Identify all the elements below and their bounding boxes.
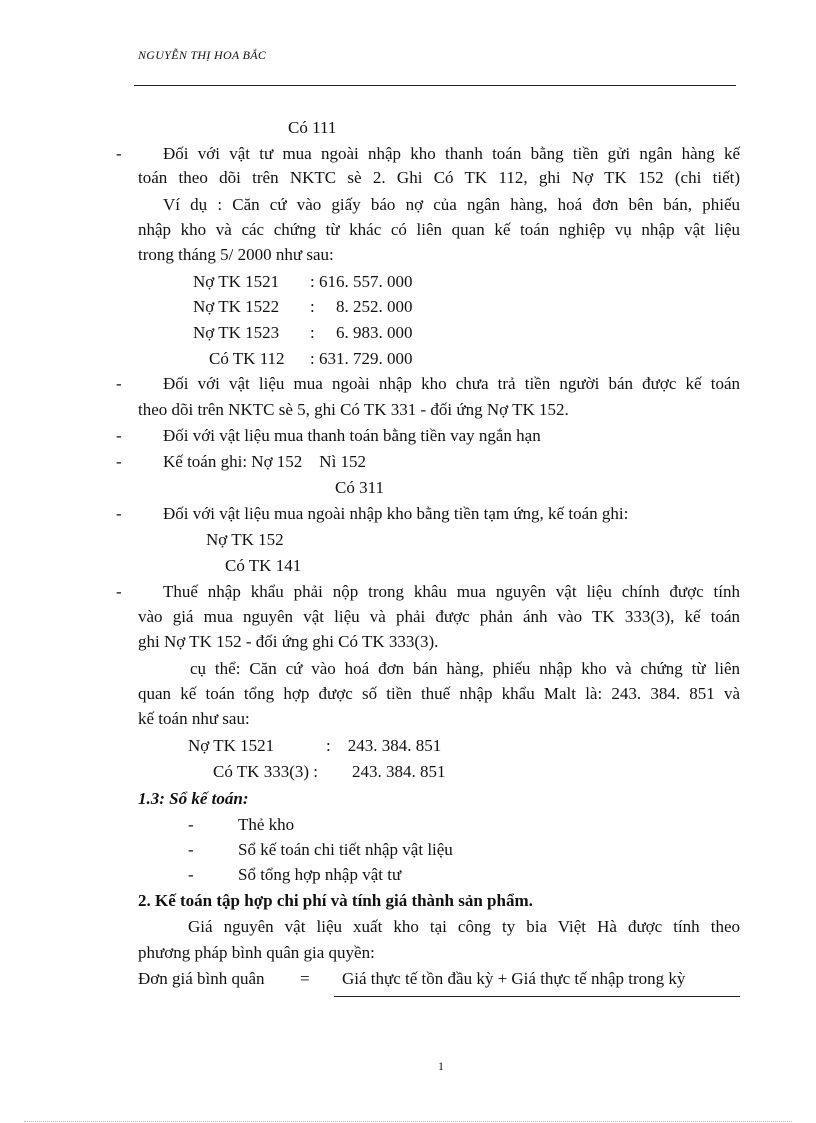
entry-value: : 8. 252. 000 [310,297,413,316]
entry-account: Nợ TK 1523 [193,323,280,342]
section-heading: 2. Kế toán tập hợp chi phí và tính giá thành sản phẩm. [138,891,533,910]
text-line: Đối với vật tư mua ngoài nhập kho thanh toán bằng tiền gửi ngân hàng kế [163,144,740,163]
entry-value: : 243. 384. 851 [326,736,442,755]
page-number: 1 [438,1059,444,1073]
entry-account: Có TK 112 [209,349,285,368]
text-line: Thuế nhập khẩu phải nộp trong khâu mua nguyên vật liệu chính được tính [163,582,740,601]
list-dash: - [188,815,194,834]
list-item: Sổ tổng hợp nhập vật tư [238,865,402,884]
entry-account: Nợ TK 1521 [193,272,280,291]
text-line: Có TK 141 [225,556,302,575]
entry-value: 243. 384. 851 [352,762,446,781]
bullet-dash: - [116,426,122,445]
entry-account: Nợ TK 1522 [193,297,280,316]
bullet-dash: - [116,374,122,393]
text-line: nhập kho và các chứng từ khác có liên quan kế toán nghiệp vụ nhập vật liệu [138,220,740,239]
list-dash: - [188,840,194,859]
text-line: kế toán như sau: [138,709,250,728]
text-line: Đối với vật liệu mua ngoài nhập kho chưa trả tiền người bán được kế toán [163,374,740,393]
text-line: cụ thể: Căn cứ vào hoá đơn bán hàng, phiếu nhập kho và chứng từ liên [190,659,740,678]
formula-numerator: Giá thực tế tồn đầu kỳ + Giá thực tế nhập trong kỳ [342,969,686,988]
bullet-dash: - [116,504,122,523]
text-line: Kế toán ghi: Nợ 152 Nì 152 [163,452,367,471]
bullet-dash: - [116,452,122,471]
fraction-rule [334,996,740,997]
list-item: Sổ kế toán chi tiết nhập vật liệu [238,840,453,859]
text-line: Giá nguyên vật liệu xuất kho tại công ty bia Việt Hà được tính theo [188,917,740,936]
text-line: phương pháp bình quân gia quyền: [138,943,375,962]
text-line: quan kế toán tổng hợp được số tiền thuế nhập khẩu Malt là: 243. 384. 851 và [138,684,740,703]
entry-value: : 6. 983. 000 [310,323,413,342]
formula-equals: = [300,969,310,988]
text-line: Ví dụ : Căn cứ vào giấy báo nợ của ngân hàng, hoá đơn bên bán, phiếu [163,195,740,214]
section-heading: 1.3: Sổ kế toán: [138,789,249,808]
text-line: Có 111 [288,118,337,137]
formula-label: Đơn giá bình quân [138,969,265,988]
entry-account: Có TK 333(3) : [213,762,318,781]
text-line: Đối với vật liệu mua ngoài nhập kho bằng tiền tạm ứng, kế toán ghi: [163,504,629,523]
text-line: Nợ TK 152 [206,530,284,549]
entry-account: Nợ TK 1521 [188,736,275,755]
text-line: vào giá mua nguyên vật liệu và phải được phản ánh vào TK 333(3), kế toán [138,607,740,626]
list-dash: - [188,865,194,884]
list-item: Thẻ kho [238,815,295,834]
text-line: trong tháng 5/ 2000 như sau: [138,245,334,264]
text-line: ghi Nợ TK 152 - đối ứng ghi Có TK 333(3). [138,632,439,651]
bullet-dash: - [116,144,122,163]
header-author: NGUYỄN THỊ HOA BẮC [138,48,267,62]
text-line: theo dõi trên NKTC sè 5, ghi Có TK 331 - đối ứng Nợ TK 152. [138,400,569,419]
text-line: Đối với vật liệu mua thanh toán bằng tiền vay ngắn hạn [163,426,541,445]
header-rule [134,85,736,86]
text-line: toán theo dõi trên NKTC sè 2. Ghi Có TK 112, ghi Nợ TK 152 (chi tiết) [138,168,740,187]
bullet-dash: - [116,582,122,601]
entry-value: : 616. 557. 000 [310,272,413,291]
text-line: Có 311 [335,478,384,497]
page-bottom-rule [24,1121,792,1122]
entry-value: : 631. 729. 000 [310,349,413,368]
